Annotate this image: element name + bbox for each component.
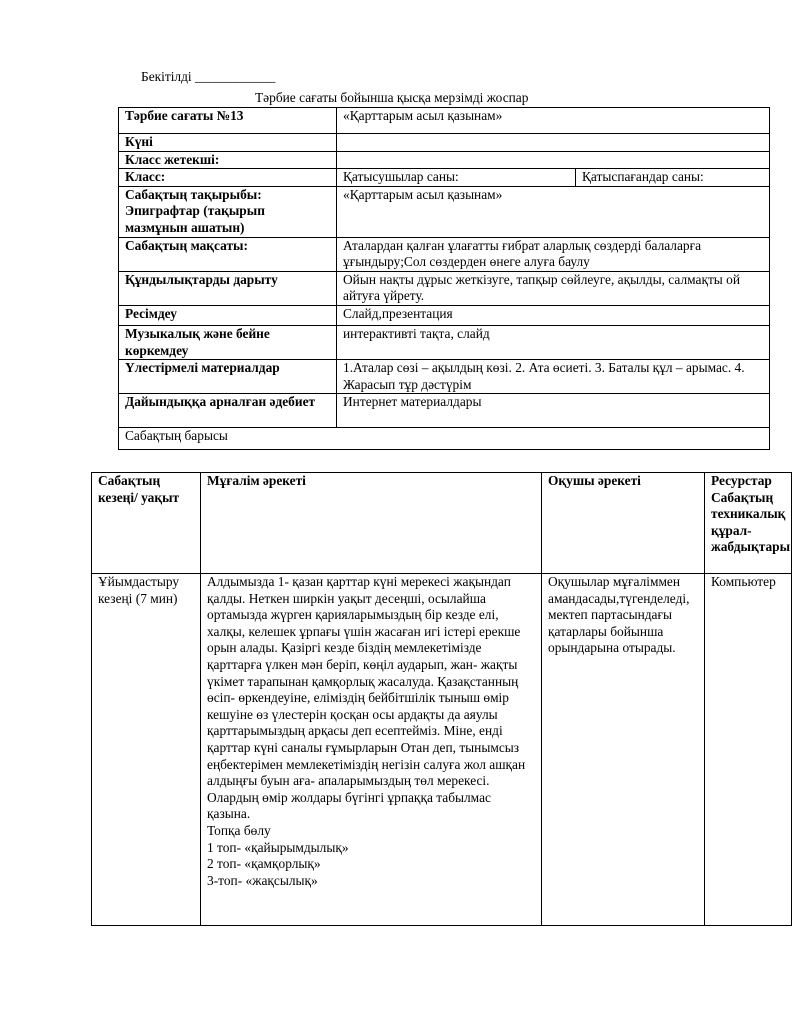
stage-cell: Ұйымдастыру кезеңі (7 мин) <box>92 574 201 926</box>
absent-label: Қатыспағандар саны: <box>576 169 770 187</box>
header-student-action: Оқушы әрекеті <box>548 473 641 488</box>
class-label: Класс: <box>125 169 166 185</box>
table-row <box>119 428 770 450</box>
table-row <box>119 169 770 187</box>
table-row <box>119 394 770 428</box>
page-title: Тәрбие сағаты бойынша қысқа мерзімді жоспар <box>255 90 529 105</box>
table-row <box>92 574 792 926</box>
handout-label: Үлестірмелі материалдар <box>125 360 280 376</box>
group-item: 3-топ- «жақсылық» <box>207 872 318 888</box>
approved-line: Бекітілді ____________ <box>141 69 276 84</box>
design-value: Слайд,презентация <box>337 305 770 325</box>
header-stage: Сабақтың кезеңі/ уақыт <box>98 473 180 505</box>
student-action-cell: Оқушылар мұғаліммен амандасады,түгенделеді, мектеп партасындағы қатарлары бойынша орындарына отырады. <box>542 574 705 926</box>
teacher-value <box>337 151 770 169</box>
table-row <box>119 271 770 305</box>
table-row <box>119 151 770 169</box>
table-row <box>119 325 770 359</box>
participants-label: Қатысушылар саны: <box>337 169 576 187</box>
resources-cell: Компьютер <box>705 574 792 926</box>
topic-label: Сабақтың тақырыбы: Эпиграфтар (тақырып мазмұнын ашатын) <box>125 186 265 235</box>
lesson-number-label: Тәрбие сағаты №13 <box>125 108 244 123</box>
stages-table <box>91 472 792 926</box>
day-label: Күні <box>125 134 153 149</box>
values-value: Ойын нақты дұрыс жеткізуге, тапқыр сөйлеуге, ақылды, салмақты ой айтуға үйрету. <box>337 271 770 305</box>
header-teacher-action: Мұғалім әрекеті <box>207 473 306 488</box>
goal-label: Сабақтың мақсаты: <box>125 237 248 253</box>
table-row <box>119 305 770 325</box>
lesson-number-value: «Қарттарым асыл қазынам» <box>337 108 770 134</box>
teacher-label: Класс жетекші: <box>125 151 220 167</box>
progress-label: Сабақтың барысы <box>119 428 770 450</box>
header-resources: Ресурстар Сабақтың техникалық құрал-жабдықтары <box>711 473 791 555</box>
goal-value: Аталардан қалған ұлағатты ғибрат аларлық сөздерді балаларға ұғындыру;Сол сөздерден өнеге алуға баулу <box>337 237 770 271</box>
plan-table <box>118 107 770 450</box>
table-header-row <box>92 473 792 574</box>
handout-value: 1.Аталар сөзі – ақылдың көзі. 2. Ата өсиеті. 3. Баталы құл – арымас. 4. Жарасып тұр дәстүрім <box>337 360 770 394</box>
literature-label: Дайындыққа арналған әдебиет <box>125 394 316 410</box>
day-value <box>337 134 770 152</box>
topic-value: «Қарттарым асыл қазынам» <box>337 186 770 237</box>
literature-value: Интернет материалдары <box>337 394 770 428</box>
table-row <box>119 134 770 152</box>
teacher-action-text: Алдымызда 1- қазан қарттар күні мерекесі жақындап қалды. Неткен ширкін уақыт десеңші, осылайша ортамызда жүрген қарияларымыздың бір кезде елі, халқы, келешек ұрпағы үшін жасаған игі істері ерекше орын алады. Қазіргі кезде біздің мемлекетімізде қарттарға үлкен мән беріп, көңіл аударып, жан- жақты үкімет тарапынан қамқорлық жасалуда. Қазақстанның өсіп- өркендеуіне, еліміздің бейбітшілік тыныш өмір кешуіне өз үлестерін қосқан осы ардақты да аяулы қарттарымыздың арқасы деп есептейміз. Міне, енді қарттар күні саналы ғұмырларын Отан деп, тынымсыз еңбектерімен мемлекетіміздің негізін салуға жол ашқан алдыңғы буын аға- апаларымыздың төл мерекесі. Олардың өмір жолдары бүгінгі ұрпаққа табылмас қазына. <box>207 574 526 822</box>
teacher-action-cell <box>201 574 542 926</box>
table-row <box>119 360 770 394</box>
group-item: 1 топ- «қайырымдылық» <box>207 839 349 855</box>
values-label: Құндылықтарды дарыту <box>125 271 278 287</box>
table-row <box>119 108 770 134</box>
table-row <box>119 186 770 237</box>
grouping-heading: Топқа бөлу <box>207 822 271 838</box>
media-value: интерактивті тақта, слайд <box>337 325 770 359</box>
design-label: Ресімдеу <box>125 305 177 321</box>
media-label: Музыкалық және бейне көркемдеу <box>125 325 270 358</box>
table-row <box>119 237 770 271</box>
group-item: 2 топ- «қамқорлық» <box>207 856 321 872</box>
